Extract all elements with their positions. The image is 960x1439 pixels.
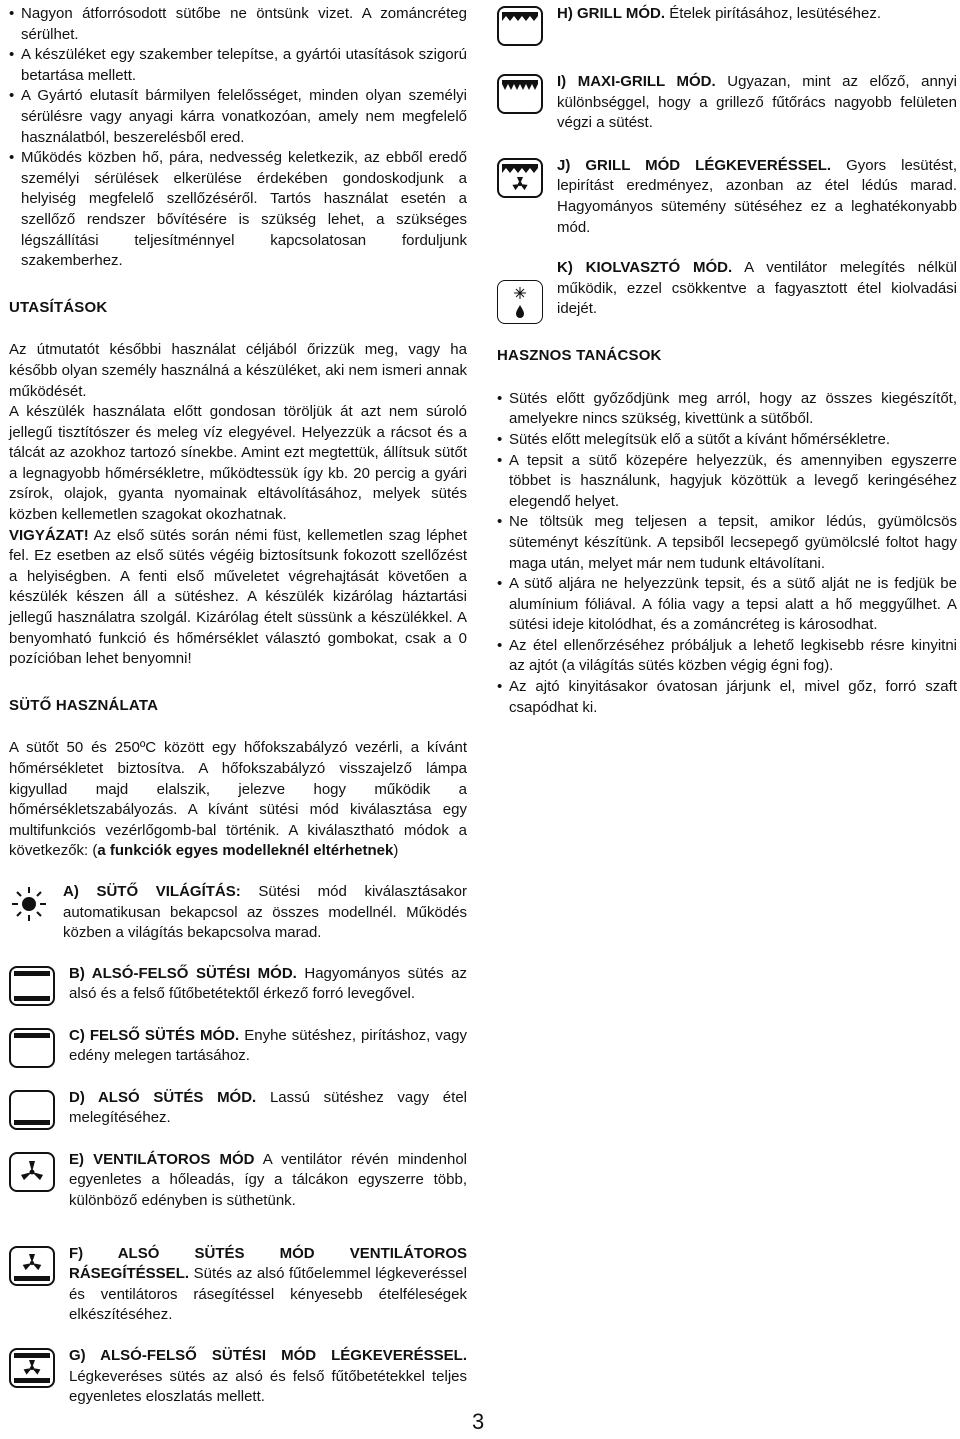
mode-i [497,72,957,134]
mode-text [69,1244,467,1326]
maxi-grill-icon [497,74,543,114]
list-item: • Sütés előtt győződjünk meg arról, hogy az összes kiegészítőt, amelyekre nincs szükség, kivettünk a sütőből. [497,389,957,430]
mode-desc: Enyhe sütéshez, pirításhoz, vagy edény melegen tartásához. [69,1026,467,1065]
top-bottom-heat-fan-icon [9,1348,55,1388]
mode-desc: A ventilátor melegítés nélkül működik, ezzel csökkentve a fagyasztott étel kiolvadási idejét. [557,259,957,318]
paragraph-text: A készülék használata előtt gondosan töröljük át azt nem súroló jellegű tisztítószer és meleg víz elegyével. Helyezzük a rácsot és a tálcát az azokhoz tartozó sínekbe. Amint ezt megtettük, állítsuk sütőt a legnagyobb hőmérsékletre, működtessük így kb. 20 percig a gyári zsírok, olajok, gyanta nyomainak eltávolításához, melyek sütés közben kellemetlen szagokat okozhatnak. [9,403,467,524]
mode-a [9,882,467,944]
mode-d [9,1088,467,1130]
mode-title: J) GRILL MÓD LÉGKEVERÉSSEL. [557,156,832,174]
section-heading-usage: SÜTŐ HASZNÁLATA [9,696,159,714]
left-column [9,4,467,1408]
tips-list [497,389,957,719]
oven-light-icon [9,884,49,924]
mode-desc: Ugyazan, mint az előző, annyi különbséggel, hogy a grillező fűtőrács nagyobb felületen végzi a sütést. [557,73,957,132]
grill-fan-icon [497,158,543,198]
mode-title: H) GRILL MÓD. [557,5,666,22]
mode-title: A) SÜTŐ VILÁGÍTÁS: [63,882,241,900]
list-item: • Sütés előtt melegítsük elő a sütőt a kívánt hőmérsékletre. [497,430,957,451]
mode-g [9,1346,467,1408]
paragraph [9,402,467,670]
list-item: • Az étel ellenőrzéséhez próbáljuk a lehető legkisebb résre kinyitni az ajtót (a világítás sütés közben végig égni fog). [497,636,957,677]
mode-text [557,72,957,134]
page-number: 3 [472,1409,485,1434]
mode-title: B) ALSÓ-FELSŐ SÜTÉSI MÓD. [69,964,297,982]
mode-desc: Ételek pirításához, lesütéséhez. [665,5,882,22]
list-item: • A készüléket egy szakember telepítse, a gyártói utasítások szigorú betartása mellett. [9,45,467,86]
top-bottom-heat-icon [9,966,55,1006]
right-column [497,4,957,718]
list-item: • Ne töltsük meg teljesen a tepsit, amikor lédús, gyümölcsös süteményt készítünk. A tepsiből lecsepegő gyümölcslé foltot hagy maga után, melyet már nem tudunk eltávolítani. [497,512,957,574]
warning-label: VIGYÁZAT! [9,526,89,544]
mode-f [9,1244,467,1326]
mode-desc: Gyors lesütést, lepirítást eredményez, azonban az étel lédús marad. Hagyományos sütemény sütéséhez ez a leghatékonyabb mód. [557,156,957,236]
mode-title: I) MAXI-GRILL MÓD. [557,73,716,90]
mode-desc: Hagyományos sütés az alsó és a felső fűtőbetétektől érkező forró levegővel. [69,964,468,1003]
paragraph-text: Az első sütés során némi füst, kellemetlen szag léphet fel. Ez esetben az első sütés végéig biztosítsunk fokozott szellőzést a helyiségben. A fenti első műveletet végrehajtását követően a készülék készen áll a sütéshez. A készülék kizárólag háztartási jellegű használatra szolgál. Kizárólag ételt süssünk a készülékkel. A benyomható funkció és hőmérséklet választó gombokat, csak a 0 pozícióban lehet benyomni! [9,526,467,668]
mode-text [69,1088,467,1129]
mode-c [9,1026,467,1068]
mode-title: E) VENTILÁTOROS MÓD [69,1150,255,1168]
mode-text [69,1346,467,1408]
paragraph [9,738,467,862]
mode-title: C) FELSŐ SÜTÉS MÓD. [69,1026,240,1044]
list-item: • Az ajtó kinyitásakor óvatosan járjunk el, mivel gőz, forró szaft csapódhat ki. [497,677,957,718]
mode-text [69,1026,467,1067]
list-item: • A sütő aljára ne helyezzünk tepsit, és a sütő alját ne is fedjük be alumínium fóliával. A fólia vagy a tepsi alatt a hő meggyűlhet. A sütési ideje kitolódhat, és a zománcréteg is károsodhat. [497,574,957,636]
mode-desc: Sütés az alsó fűtőelemmel légkeveréssel és ventilátoros rásegítéssel kényesebb ételféleségek elkészítéséhez. [69,1265,467,1324]
mode-text [69,964,467,1005]
mode-title: D) ALSÓ SÜTÉS MÓD. [69,1088,257,1106]
list-item: • A tepsit a sütő közepére helyezzük, és amennyiben egyszerre többet is használunk, hagyjuk közöttük a levegő keringéséhez elegendő helyet. [497,451,957,513]
defrost-icon [497,280,543,324]
mode-desc: Sütési mód kiválasztásakor automatikusan bekapcsol az összes modellnél. Működés közben a világítás bekapcsolva marad. [63,882,467,942]
mode-text [557,156,957,238]
mode-text [557,4,957,25]
bold-note: a funkciók egyes modelleknél eltérhetnek [97,842,394,860]
bottom-heat-fan-icon [9,1246,55,1286]
mode-e [9,1150,467,1212]
mode-desc: Légkeveréses sütés az alsó és felső fűtőbetétekkel teljes egyenletes eloszlatás mellett. [69,1367,467,1406]
grill-icon [497,6,543,46]
safety-list [9,4,467,272]
top-heat-icon [9,1028,55,1068]
mode-b [9,964,467,1006]
mode-j [497,156,957,238]
mode-title: F) ALSÓ SÜTÉS MÓD VENTILÁTOROS RÁSEGÍTÉSSEL. [69,1244,467,1283]
fan-icon [9,1152,55,1192]
mode-text [557,258,957,320]
mode-text [63,882,467,944]
mode-title: G) ALSÓ-FELSŐ SÜTÉSI MÓD LÉGKEVERÉSSEL. [69,1346,467,1364]
paragraph: Az útmutatót későbbi használat céljából őrizzük meg, vagy ha később olyan személy használná a készüléket, aki nem ismeri annak működését. [9,341,467,400]
mode-desc: A ventilátor révén mindenhol egyenletes a hőleadás, így a tálcákon egyszerre több, különböző edényben is süthetünk. [69,1150,467,1209]
bottom-heat-icon [9,1090,55,1130]
mode-h [497,4,957,46]
mode-text [69,1150,467,1212]
list-item: • A Gyártó elutasít bármilyen felelősséget, minden olyan személyi sérülésre vagy anyagi kárra vonatkozóan, amely nem megfelelő használatból, beszerelésből ered. [9,86,467,148]
paragraph-text: A sütőt 50 és 250ºC között egy hőfokszabályzó vezérli, a kívánt hőmérsékletet biztosítva. A hőfokszabályzó visszajelző lámpa kigyullad majd elalszik, jelezve hogy működik a hőmérsékletszabályozás. A kívánt sütési mód kiválasztása egy multifunkciós vezérlőgomb-bal történik. A kiválasztható módok a következők: ( [9,739,467,860]
mode-k [497,258,957,324]
list-item: • Nagyon átforrósodott sütőbe ne öntsünk vizet. A zománcréteg sérülhet. [9,4,467,45]
paragraph-text: ) [393,842,399,860]
mode-title: K) KIOLVASZTÓ MÓD. [557,259,733,277]
section-heading-instructions: UTASÍTÁSOK [9,298,108,316]
list-item: • Működés közben hő, pára, nedvesség keletkezik, az ebből eredő személyi sérülések elkerülése érdekében gondoskodjunk a helyiség megfelelő szellőzéséről. Tartós használat esetén a szellőző rendszer bővítésére is szükség lehet, a szükséges légszállítási teljesítménnyel kapcsolatosan forduljunk szakemberhez. [9,148,467,272]
mode-desc: Lassú sütéshez vagy étel melegítéséhez. [69,1088,467,1127]
section-heading-tips: HASZNOS TANÁCSOK [497,347,662,365]
